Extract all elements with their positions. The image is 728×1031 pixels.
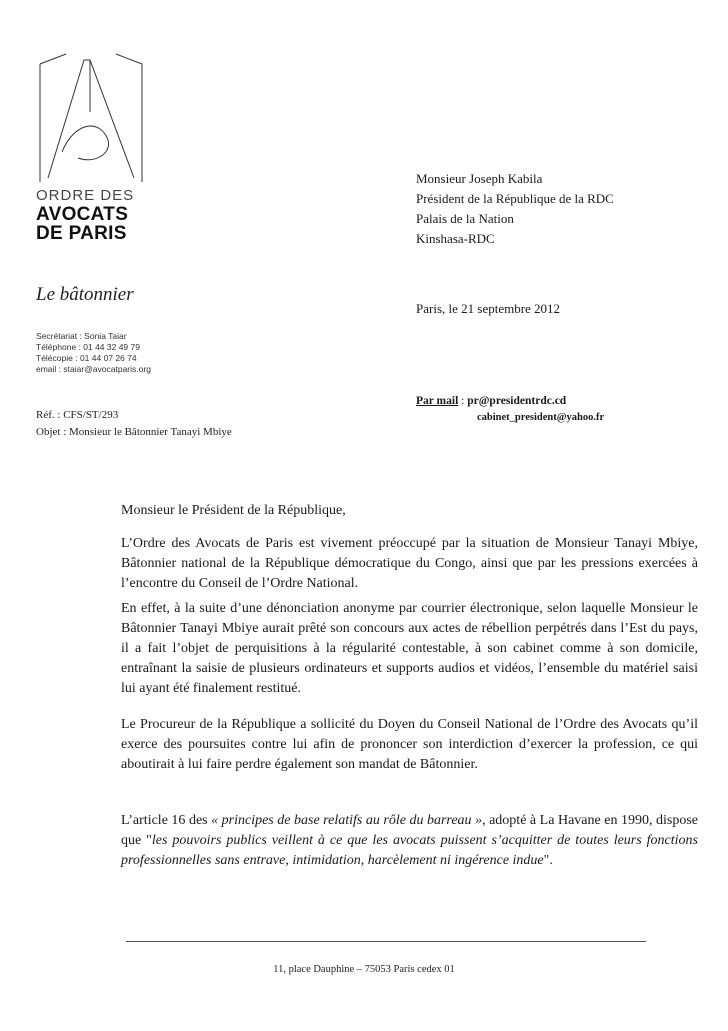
body-paragraph-2: En effet, à la suite d’une dénonciation anonyme par courrier électronique, selon laquelle Monsieur le Bâtonnier Tanayi Mbiye aurait prêté son concours aux actes de rébellion perpétrés dans l’Est du pays, il a fait l’objet de perquisitions à la régularité contestable, à son cabinet comme à son domicile, entraînant la saisie de plusieurs ordinateurs et supports audios et vidéos, l’ensemble du matériel saisi lui ayant été finalement restitué. <box>121 601 698 696</box>
mail-label: Par mail <box>416 395 459 407</box>
body-paragraph-4 <box>121 811 698 871</box>
salutation: Monsieur le Président de la République, <box>121 503 346 518</box>
logo-org-line3: DE PARIS <box>36 223 127 244</box>
paragraph-4-quote-title: « principes de base relatifs au rôle du barreau » <box>211 813 483 828</box>
paragraph-4-text-2: , adopté à La Havane en 1990, dispose que " <box>121 813 698 848</box>
paragraph-4-text-1: L’article 16 des <box>121 813 212 828</box>
place-and-date: Paris, le 21 septembre 2012 <box>416 301 561 316</box>
mail-line <box>416 396 566 408</box>
letter-subject: Objet : Monsieur le Bâtonnier Tanayi Mbiye <box>36 426 232 438</box>
paragraph-4-quote: les pouvoirs publics veillent à ce que les avocats puissent s’acquitter de toutes leurs fonctions professionnelles sans entrave, intimidation, harcèlement ni ingérence indue <box>121 833 698 868</box>
footer-divider <box>126 941 646 942</box>
recipient-city: Kinshasa-RDC <box>416 231 495 246</box>
recipient-address: Palais de la Nation <box>416 211 514 226</box>
logo-org-line2: AVOCATS <box>36 204 129 225</box>
reference-number: Réf. : CFS/ST/293 <box>36 409 119 421</box>
mail-address-2: cabinet_president@yahoo.fr <box>477 412 605 423</box>
batonnier-signature: Le bâtonnier <box>36 284 134 305</box>
contact-secretariat: Secrétariat : Sonia Taiar <box>36 331 127 341</box>
contact-telephone: Téléphone : 01 44 32 49 79 <box>36 342 140 352</box>
body-paragraph-3: Le Procureur de la République a sollicité du Doyen du Conseil National de l’Ordre des Avocats qu’il exerce des poursuites contre lui afin de prononcer son interdiction d’exercer la profession, ce qui aboutirait à lui faire perdre également son mandat de Bâtonnier. <box>121 717 698 772</box>
recipient-title: Président de la République de la RDC <box>416 191 614 206</box>
footer-address: 11, place Dauphine – 75053 Paris cedex 01 <box>273 964 455 975</box>
recipient-name: Monsieur Joseph Kabila <box>416 171 543 186</box>
logo-org-line1: ORDRE DES <box>36 187 135 204</box>
body-paragraph-1: L’Ordre des Avocats de Paris est vivement préoccupé par la situation de Monsieur Tanayi Mbiye, Bâtonnier national de la République démocratique du Congo, ainsi que par les pressions exercées à l’encontre du Conseil de l’Ordre National. <box>121 536 698 591</box>
mail-address-1: pr@presidentrdc.cd <box>467 395 567 407</box>
mail-separator: : <box>458 395 468 407</box>
contact-telecopie: Télécopie : 01 44 07 26 74 <box>36 353 137 363</box>
contact-email: email : staiar@avocatparis.org <box>36 364 151 374</box>
ordre-avocats-logo-icon <box>38 52 144 184</box>
paragraph-4-text-3: ". <box>543 853 553 868</box>
